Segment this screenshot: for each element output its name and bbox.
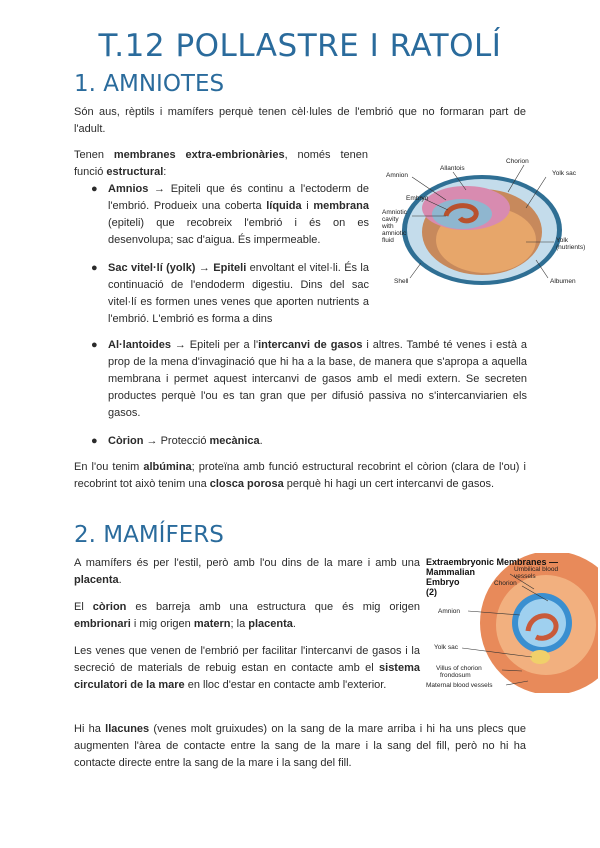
paragraph: A mamífers és per l'estil, però amb l'ou dins de la mare i amb una placenta.	[74, 557, 420, 586]
label-umbilical-vessels: Umbilical blood	[514, 566, 559, 573]
label-yolk-sac: Yolk sac	[552, 170, 576, 177]
svg-text:vessels: vessels	[514, 573, 536, 580]
list-item-amnios: ● Amnios → Epiteli que és continu a l'ectoderm de l'embrió. Produeix una coberta líquida i membrana (epiteli) que recobreix l'embrió i és on es desenvolupa; sac d'aigua. És impermeable.	[91, 183, 369, 246]
bullet-icon: ●	[91, 339, 98, 351]
figure-title: Extraembryonic Membranes —	[426, 557, 559, 567]
label-maternal-vessels: Maternal blood vessels	[426, 682, 493, 689]
svg-text:(2): (2)	[426, 587, 437, 597]
yolk-sac-shape	[530, 650, 550, 664]
label-chorion: Chorion	[506, 158, 529, 165]
list-item-corion: ● Còrion → Protecció mecànica.	[108, 433, 527, 450]
mammalian-embryo-figure	[424, 553, 598, 693]
label-albumen: Albumen	[550, 278, 576, 285]
bullet-icon: ●	[91, 435, 98, 447]
section-heading-amniotes: 1. AMNIOTES	[74, 71, 225, 97]
page-title: T.12 POLLASTRE I RATOLÍ	[98, 28, 502, 64]
bullet-icon: ●	[91, 183, 98, 195]
svg-text:fluid: fluid	[382, 237, 394, 244]
label-amniotic-cavity: Amniotic	[382, 209, 407, 216]
svg-text:(nutrients): (nutrients)	[556, 244, 586, 251]
list-item-allantoides: ● Al·lantoides → Epiteli per a l'intercanvi de gasos i altres. També té venes i està a prop de la mena d'invaginació que hi ha a la base, de manera que s'apropa a aquella membrana i permet aquest intercanvi de gasos amb el medi extern. Se secreten productes perquè l'ou es tan gran que per difusió passiva no s'intercanviarien els gasos.	[91, 339, 527, 419]
svg-text:Embryo: Embryo	[426, 577, 460, 587]
label-yolk-sac: Yolk sac	[434, 644, 458, 651]
label-villus: Villus of chorion	[436, 665, 482, 672]
list-item-sac-vitelli: ● Sac vitel·lí (yolk) → Epiteli envoltant el vitel·li. És la continuació de l'endoderm digestiu. Dins del sac vitel·lí es formen unes venes que aporten nutrients a l'embrió. L'embrió es forma a dins	[91, 262, 369, 325]
label-embryo: Embryo	[406, 195, 429, 202]
svg-text:cavity: cavity	[382, 216, 399, 223]
paragraph: Són aus, rèptils i mamífers perquè tenen cèl·lules de l'embrió que no formaran part de l'adult.	[74, 106, 526, 135]
label-amnion: Amnion	[438, 608, 461, 615]
section-heading-mamifers: 2. MAMÍFERS	[74, 522, 224, 548]
svg-text:frondosum: frondosum	[440, 672, 471, 679]
paragraph: Hi ha llacunes (venes molt gruixudes) on la sang de la mare arriba i hi ha uns plecs que augmenten l'àrea de contacte entre la sang de la mare i la sang del fill, però no hi ha contacte directe entre la sang de la mare i la sang del fill.	[74, 723, 526, 769]
svg-text:with: with	[382, 223, 394, 230]
amniote-egg-figure	[376, 150, 592, 290]
paragraph: Les venes que venen de l'embrió per facilitar l'intercanvi de gasos i la secreció de materials de rebuig estan en contacte amb el sistema circulatori de la mare en lloc d'estar en contacte amb l'exterior.	[74, 645, 420, 691]
bullet-icon: ●	[91, 262, 98, 274]
label-allantois: Allantois	[440, 165, 465, 172]
paragraph: En l'ou tenim albúmina; proteïna amb funció estructural recobrint el còrion (clara de l'ou) i recobrint tot això tenim una closca porosa perquè hi hagi un cert intercanvi de gasos.	[74, 461, 526, 490]
paragraph: Tenen membranes extra-embrionàries, només tenen funció estructural:	[74, 149, 368, 178]
label-yolk: Yolk	[556, 237, 569, 244]
label-amnion: Amnion	[386, 172, 409, 179]
svg-text:amniotic: amniotic	[382, 230, 407, 237]
label-chorion: Chorion	[494, 580, 517, 587]
label-shell: Shell	[394, 278, 409, 285]
paragraph: El còrion es barreja amb una estructura que és mig origen embrionari i mig origen matern; la placenta.	[74, 601, 420, 630]
svg-text:Mammalian: Mammalian	[426, 567, 476, 577]
